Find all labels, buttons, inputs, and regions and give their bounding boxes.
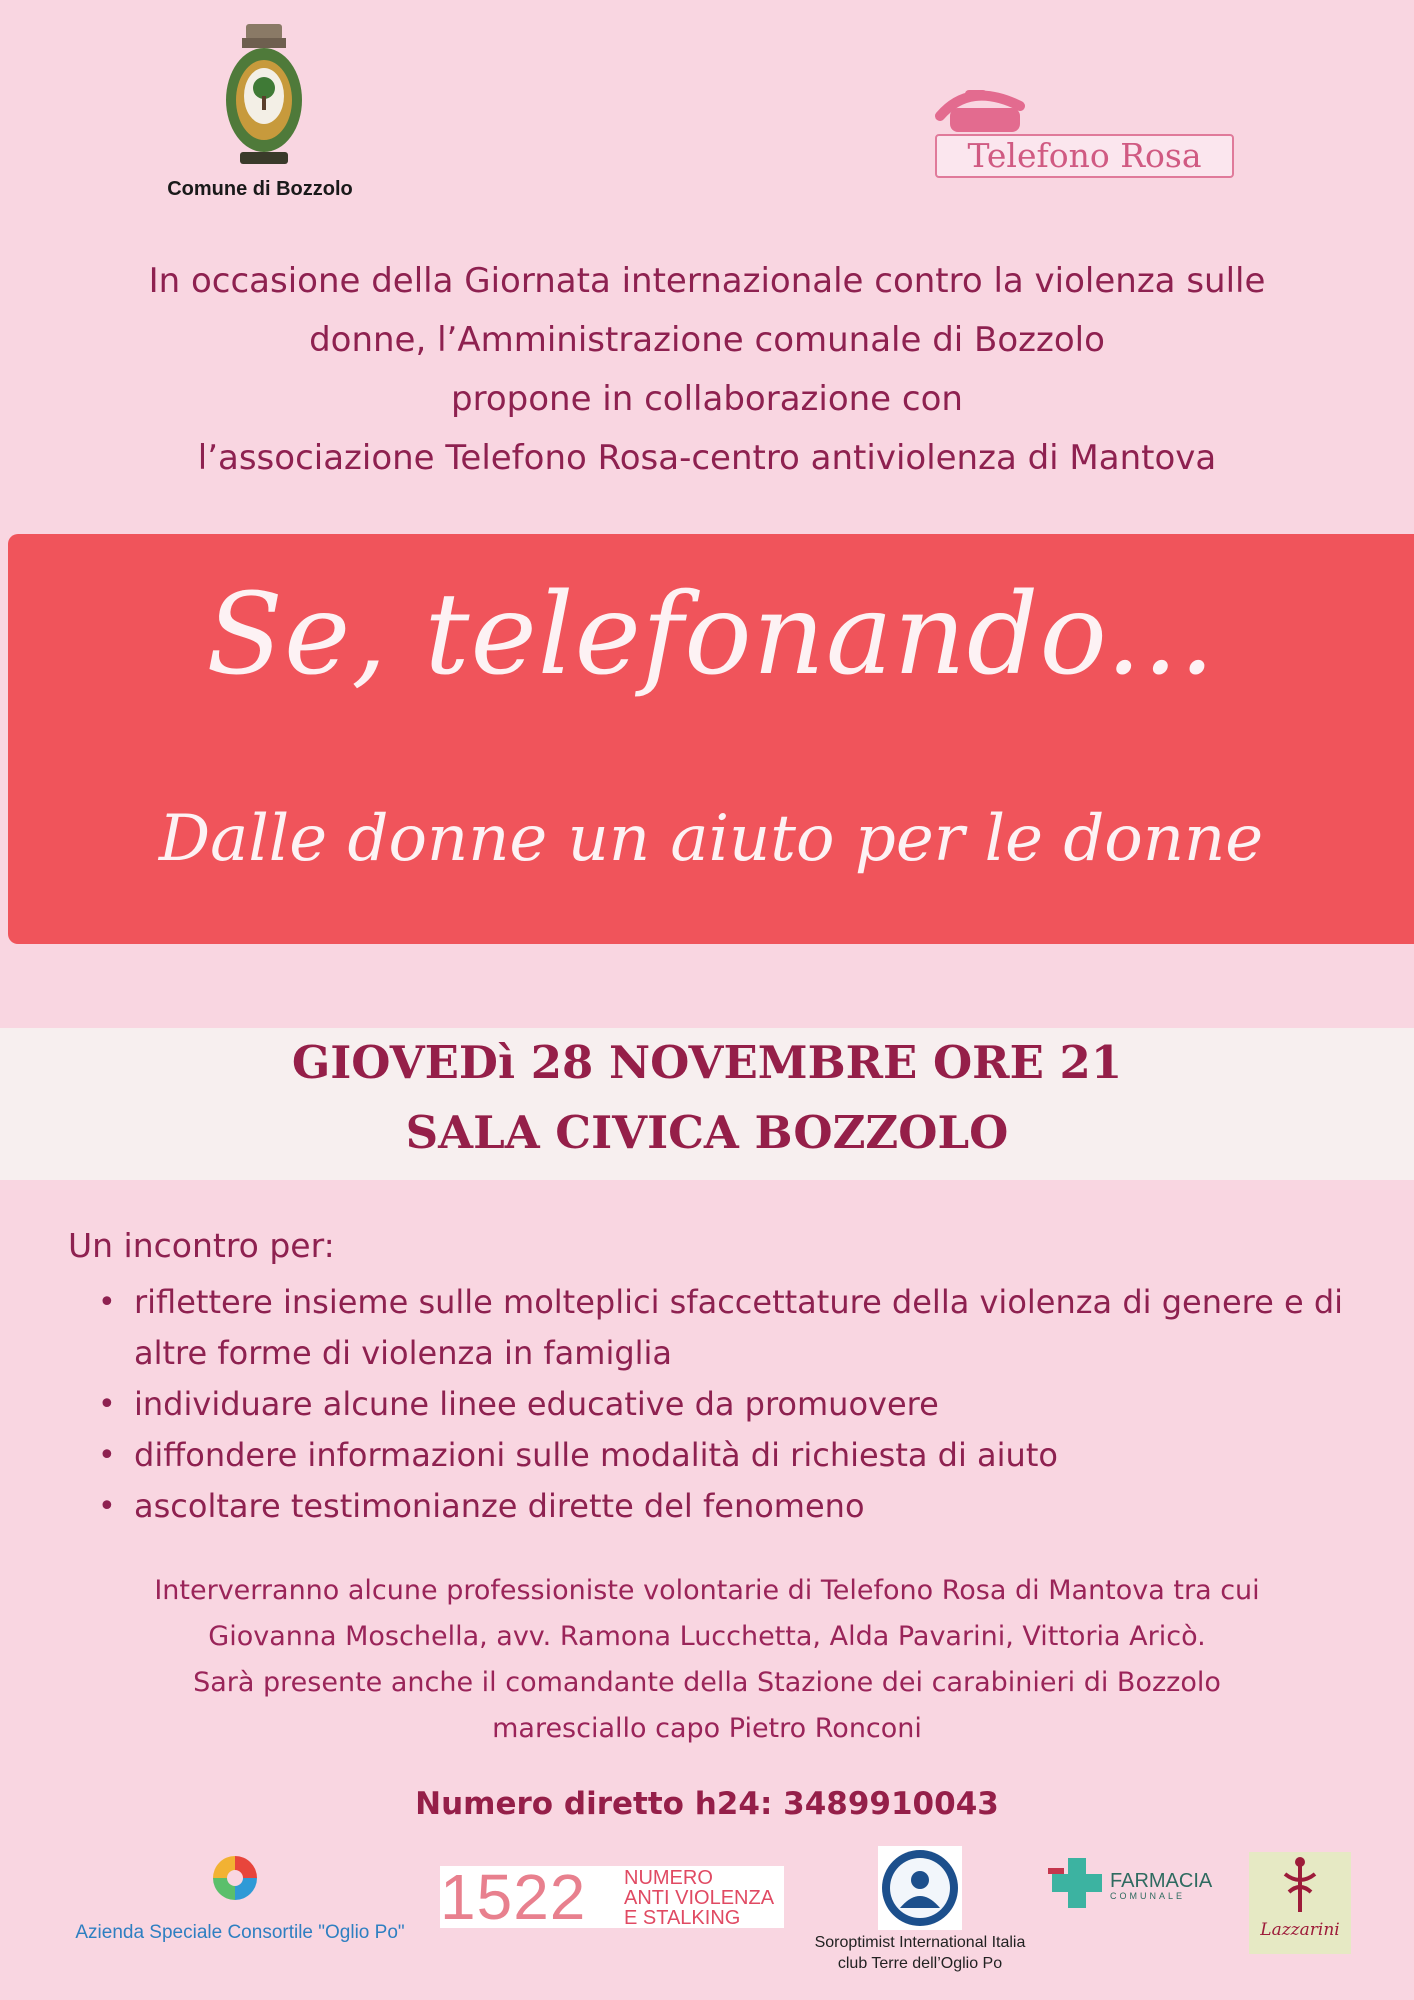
farmacia-comunale-logo: FARMACIA: [1110, 1870, 1213, 1892]
hotline-1522-text-line: NUMERO: [624, 1867, 713, 1889]
speakers-line: Interverranno alcune professioniste volontarie di Telefono Rosa di Mantova tra cui: [154, 1575, 1260, 1606]
municipality-label: Comune di Bozzolo: [167, 178, 353, 200]
farmacia-lazzarini-name: Lazzarini: [1260, 1920, 1340, 1940]
hotline-1522-text-line: E STALKING: [624, 1907, 741, 1929]
soroptimist-label-line: Soroptimist International Italia: [814, 1934, 1026, 1951]
event-title: Se, telefonando...: [206, 570, 1216, 700]
farmacia-comunale-subtitle: COMUNALE: [1110, 1891, 1186, 1901]
hotline-number: Numero diretto h24: 3489910043: [415, 1786, 999, 1822]
intro-line: l’associazione Telefono Rosa-centro antiviolenza di Mantova: [197, 438, 1217, 478]
caduceus-icon: [1249, 1852, 1351, 1922]
oglio-po-logo-icon: [205, 1850, 263, 1908]
intro-line: In occasione della Giornata internazionale contro la violenza sulle: [148, 261, 1266, 301]
telefono-rosa-logo-text: Telefono Rosa: [967, 136, 1202, 175]
intro-paragraph: [80, 252, 1334, 488]
event-date: GIOVEDì 28 NOVEMBRE ORE 21: [291, 1036, 1123, 1089]
bozzolo-coat-of-arms-logo: [218, 20, 310, 172]
speakers-paragraph: [60, 1568, 1354, 1752]
speakers-line: maresciallo capo Pietro Ronconi: [492, 1713, 922, 1744]
event-subtitle: Dalle donne un aiuto per le donne: [158, 802, 1264, 876]
pharmacy-cross-icon: [1048, 1854, 1106, 1912]
speakers-line: Sarà presente anche il comandante della Stazione dei carabinieri di Bozzolo: [193, 1667, 1221, 1698]
speakers-line: Giovanna Moschella, avv. Ramona Lucchetta, Alda Pavarini, Vittoria Aricò.: [208, 1621, 1206, 1652]
list-item: • individuare alcune linee educative da promuovere: [90, 1379, 1380, 1430]
intro-line: donne, l’Amministrazione comunale di Bozzolo: [309, 320, 1105, 360]
soroptimist-logo: [878, 1846, 962, 1930]
goals-list: [90, 1277, 1380, 1532]
intro-line: propone in collaborazione con: [451, 379, 963, 419]
soroptimist-label-line: club Terre dell’Oglio Po: [837, 1955, 1003, 1972]
soroptimist-label: [780, 1932, 1060, 1974]
hotline-1522-number: 1522: [440, 1861, 587, 1933]
hotline-1522-text: [624, 1868, 774, 1928]
event-venue: SALA CIVICA BOZZOLO: [405, 1106, 1009, 1159]
hotline-1522-text-line: ANTI VIOLENZA: [624, 1887, 775, 1909]
meeting-intro: Un incontro per:: [68, 1226, 335, 1265]
list-item: • ascoltare testimonianze dirette del fenomeno: [90, 1481, 1380, 1532]
list-item: • diffondere informazioni sulle modalità di richiesta di aiuto: [90, 1430, 1380, 1481]
oglio-po-label: Azienda Speciale Consortile "Oglio Po": [75, 1922, 405, 1943]
list-item: • riflettere insieme sulle molteplici sfaccettature della violenza di genere e di altre forme di violenza in famiglia: [90, 1277, 1380, 1379]
